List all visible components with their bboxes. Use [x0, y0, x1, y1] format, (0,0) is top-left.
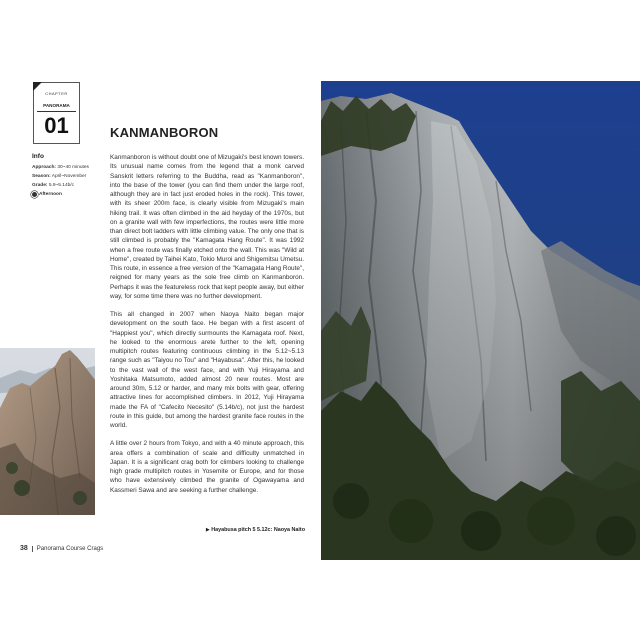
season-row [32, 172, 108, 181]
chapter-label: CHAPTER [45, 91, 68, 96]
kanmanboron-photo-graphic [321, 81, 640, 560]
body-text [110, 153, 304, 504]
approach-label: Approach: [32, 165, 56, 170]
info-title: Info [32, 153, 44, 160]
kanmanboron-photo [321, 81, 640, 560]
paragraph: A little over 2 hours from Tokyo, and with a 40 minute approach, this area offers a combination of scale and difficulty unmatched in Japan. It is a significant crag both for climbers looking to challenge high grade multipitch routes in Yosemite or Europe, and for those who have extensively climbed the granite of Ogawayama and Kassmeri Sawa and are seeking a further challenge. [110, 440, 304, 494]
photo-caption [199, 527, 305, 533]
approach-row [32, 163, 108, 172]
paragraph: This all changed in 2007 when Naoya Naito began major development on the south face. He began with a first ascent of "Happiest you", which directly surmounts the Kamagata roof. Next, he looked to the enormous arete further to the left, opening multipitch routes featuring continuous climbing in the 5.12~5.13 range such as "Taiyou no Tou" and "Hayabusa". After this, he looked to the vast wall of the west face, and with Yuji Hirayama and Yoshitaka Matsumoto, added almost 20 new routes. Most are around 30m, 5.12 or harder, and many mix bolts with gear, offering attractive lines for accomplished climbers. In 2012, Yuji Hirayama made the FA of "Cafecito Necesito" (5.14b/c), not just the hardest route in this guide, but among the hardest granite face routes in the world. [110, 311, 304, 429]
section-name: Panorama Course Crags [36, 545, 104, 552]
aspect-value: Afternoon [39, 192, 62, 197]
tower-photo-small [0, 348, 95, 515]
season-value: April~November [51, 174, 87, 179]
page-number: 38 [20, 545, 28, 552]
paragraph: Kanmanboron is without doubt one of Mizugaki's best known towers. Its unusual name comes from the legend that a monk carved Sanskrit letters referring to the Buddha, read as "Kanmanboron", into the base of the tower (you can find them under the large roof, although they are in fact just eroded holes in the rock). This tower, with its sheer 200m face, is clearly visible from Mizugaki's main hiking trail. It was often climbed in the aid heyday of the 1970s, but on a granite wall with few imperfections, the routes were little more than direct bolt ladders with little climbing value. The only one that is still climbed is probably the "Kamagata Hang Route". It was 1992 when a free route was finally etched onto the wall. This was "Wild at Home", created by Taihei Kato, Tokio Muroi and Shigemitsu Umetsu. This route, in essence a free version of the "Kamagata Hang Route", reigned for many years as the sole free climb on Kanmanboron. Perhaps it was the featureless rock that kept people away, but either way, for some time there was no further development. [110, 154, 304, 300]
caption-text: Hayabusa pitch 5 5.12c: Naoya Naito [211, 527, 305, 533]
chapter-name: PANORAMA [43, 103, 70, 108]
grade-label: Grade: [32, 183, 48, 188]
chapter-number: 01 [44, 113, 69, 138]
corner-mark [33, 82, 42, 91]
page-footer [20, 545, 103, 552]
footer-divider [32, 546, 33, 552]
aspect-row [32, 190, 108, 199]
page-title: KANMANBORON [110, 125, 219, 140]
sun-icon [32, 192, 37, 197]
caption-arrow-icon: ▶ [205, 527, 210, 533]
tower-photo-small-graphic [0, 348, 95, 515]
grade-row [32, 181, 108, 190]
approach-value: 30~40 minutes [57, 165, 89, 170]
grade-value: 5.9~5.14b/c [48, 183, 75, 188]
chapter-badge [33, 82, 80, 144]
season-label: Season: [32, 174, 51, 179]
info-block [32, 153, 108, 199]
chapter-rule [37, 111, 76, 112]
